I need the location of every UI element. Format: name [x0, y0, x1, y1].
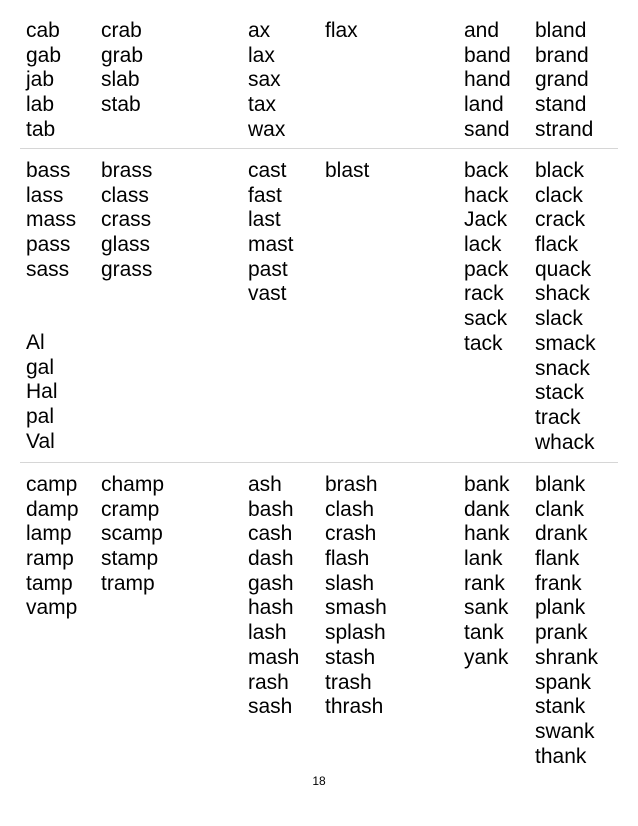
word: track — [535, 405, 581, 429]
word: rank — [464, 571, 505, 595]
word: mass — [26, 208, 77, 232]
word: bland — [535, 19, 587, 42]
word: dash — [248, 547, 294, 571]
word: stash — [325, 645, 376, 669]
word-column — [101, 473, 164, 596]
word: mash — [248, 645, 300, 669]
word: crash — [325, 522, 377, 546]
word: clash — [325, 497, 375, 521]
word: sax — [248, 68, 281, 92]
word: sack — [464, 307, 508, 331]
word: black — [535, 159, 585, 182]
word: trash — [325, 670, 372, 694]
word: class — [101, 183, 149, 207]
word: clank — [535, 497, 585, 521]
word-column — [325, 159, 369, 184]
word: snack — [535, 356, 590, 380]
word: tab — [26, 117, 56, 141]
word: jab — [26, 68, 55, 92]
word: grass — [101, 257, 153, 281]
word: yank — [464, 645, 509, 669]
word: flax — [325, 19, 358, 42]
word: crass — [101, 208, 152, 232]
word: hack — [464, 183, 509, 207]
word: shack — [535, 282, 590, 306]
word: flack — [535, 233, 579, 257]
word: gab — [26, 43, 62, 67]
word: sass — [26, 257, 70, 281]
word: tank — [464, 621, 504, 645]
word: slab — [101, 68, 140, 92]
word-column — [248, 473, 299, 720]
word-column — [26, 473, 79, 621]
word: rash — [248, 670, 289, 694]
word: pack — [464, 257, 509, 281]
word: clack — [535, 183, 583, 207]
word: quack — [535, 257, 592, 281]
word: splash — [325, 621, 386, 645]
word-column-extra — [26, 331, 58, 454]
word: Al — [26, 331, 45, 354]
word: spank — [535, 670, 592, 694]
word: tax — [248, 93, 277, 117]
word: cab — [26, 19, 60, 42]
word: grab — [101, 43, 144, 67]
word: flash — [325, 547, 370, 571]
word: brass — [101, 159, 153, 182]
word: vamp — [26, 596, 78, 620]
word: gash — [248, 571, 294, 595]
word: camp — [26, 473, 78, 496]
word: band — [464, 43, 511, 67]
word: Val — [26, 429, 55, 453]
word: stamp — [101, 547, 159, 571]
word: ash — [248, 473, 282, 496]
word: mast — [248, 233, 294, 257]
word: stank — [535, 695, 586, 719]
word-column — [101, 159, 152, 282]
word: lash — [248, 621, 287, 645]
word: blast — [325, 159, 370, 182]
word: flank — [535, 547, 580, 571]
word: stack — [535, 381, 585, 405]
word: shrank — [535, 645, 599, 669]
word: crab — [101, 19, 142, 42]
word: plank — [535, 596, 586, 620]
word: fast — [248, 183, 282, 207]
word-column — [26, 159, 76, 282]
word: vast — [248, 282, 287, 306]
word: grand — [535, 68, 589, 92]
word: sank — [464, 596, 509, 620]
word: strand — [535, 117, 594, 141]
word: Jack — [464, 208, 508, 232]
word-column — [101, 19, 143, 118]
word: smack — [535, 331, 596, 355]
word-column — [464, 159, 508, 357]
word-column — [26, 19, 61, 142]
word: land — [464, 93, 504, 117]
word-column — [248, 19, 285, 142]
word: tack — [464, 331, 503, 355]
word-column — [535, 159, 596, 455]
word: hand — [464, 68, 511, 92]
word: bank — [464, 473, 510, 496]
word: pal — [26, 405, 55, 429]
word: champ — [101, 473, 165, 496]
word: bash — [248, 497, 294, 521]
word: lax — [248, 43, 275, 67]
word: lamp — [26, 522, 72, 546]
word: slack — [535, 307, 583, 331]
word: glass — [101, 233, 151, 257]
word: stand — [535, 93, 587, 117]
word: pass — [26, 233, 71, 257]
word: swank — [535, 719, 595, 743]
word: prank — [535, 621, 588, 645]
word: cramp — [101, 497, 160, 521]
word-column — [535, 473, 598, 769]
section-divider — [20, 148, 618, 149]
word: slash — [325, 571, 375, 595]
word-column — [464, 19, 511, 142]
word: bass — [26, 159, 71, 182]
word: hank — [464, 522, 510, 546]
word: thank — [535, 744, 587, 768]
word: rack — [464, 282, 504, 306]
word: cash — [248, 522, 293, 546]
word: drank — [535, 522, 588, 546]
word: past — [248, 257, 288, 281]
word: thrash — [325, 695, 384, 719]
word: wax — [248, 117, 286, 141]
word: ax — [248, 19, 271, 42]
word: brand — [535, 43, 589, 67]
word-column — [325, 19, 358, 44]
word: lack — [464, 233, 502, 257]
word: stab — [101, 93, 141, 117]
word: crack — [535, 208, 586, 232]
word: Hal — [26, 380, 58, 404]
word-column — [248, 159, 294, 307]
word: scamp — [101, 522, 163, 546]
word: last — [248, 208, 281, 232]
word: ramp — [26, 547, 74, 571]
page-number: 18 — [312, 774, 326, 788]
word: and — [464, 19, 500, 42]
word: hash — [248, 596, 294, 620]
word: dank — [464, 497, 510, 521]
word: back — [464, 159, 509, 182]
word: tamp — [26, 571, 73, 595]
word: lank — [464, 547, 503, 571]
word: brash — [325, 473, 378, 496]
word: lass — [26, 183, 64, 207]
word-column — [464, 473, 510, 671]
word: damp — [26, 497, 79, 521]
word-column — [535, 19, 593, 142]
word-column — [325, 473, 387, 720]
word: blank — [535, 473, 586, 496]
word: tramp — [101, 571, 155, 595]
word: smash — [325, 596, 387, 620]
word: frank — [535, 571, 582, 595]
word: sand — [464, 117, 510, 141]
word: gal — [26, 355, 55, 379]
word: sash — [248, 695, 293, 719]
word: lab — [26, 93, 55, 117]
word: whack — [535, 430, 595, 454]
section-divider — [20, 462, 618, 463]
word: cast — [248, 159, 287, 182]
